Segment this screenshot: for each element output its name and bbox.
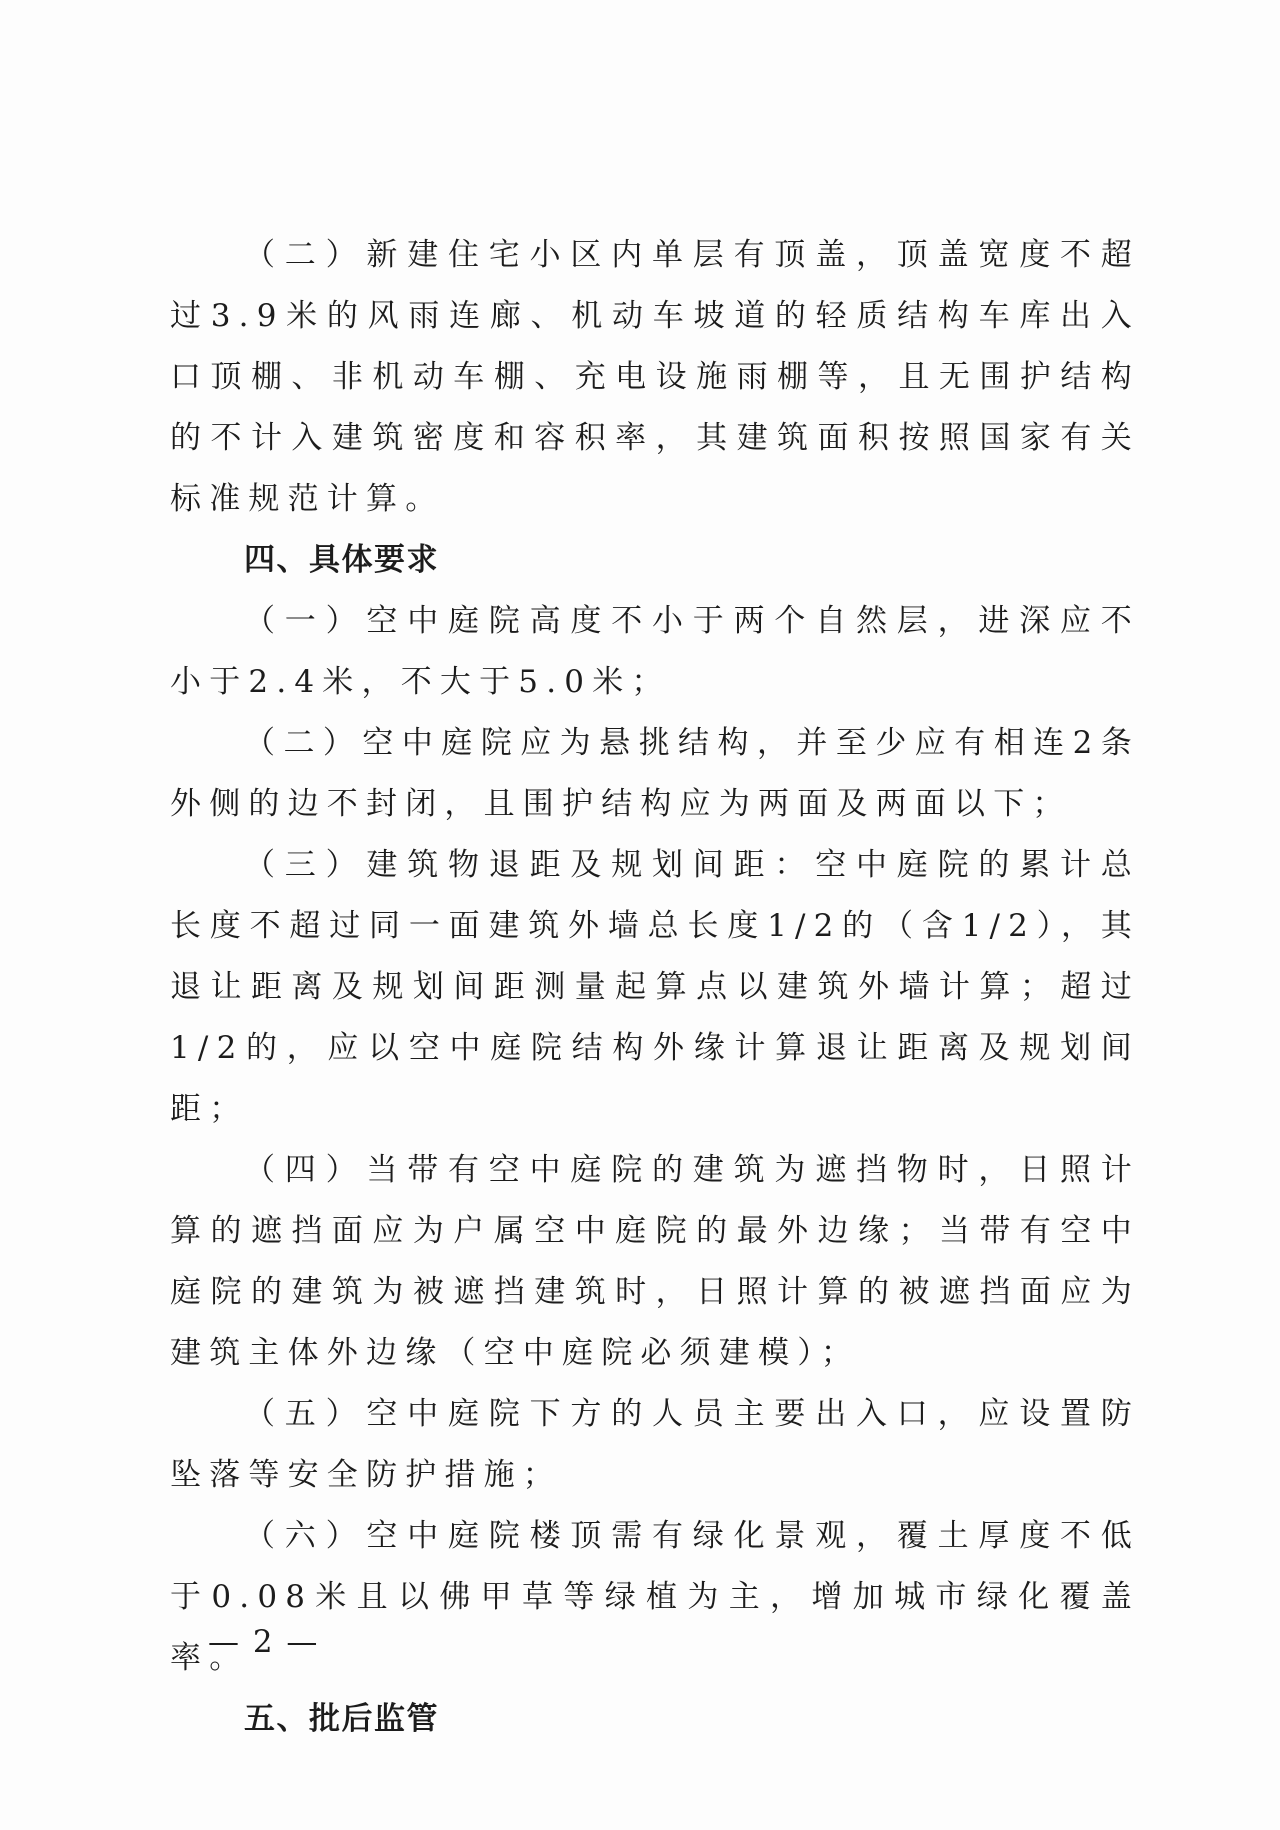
section-heading-5: 五、批后监管 — [244, 1701, 439, 1737]
paragraph-requirement-4: （四）当带有空中庭院的建筑为遮挡物时，日照计算的遮挡面应为户属空中庭院的最外边缘；当带有空中庭院的建筑为被遮挡建筑时，日照计算的被遮挡面应为建筑主体外边缘（空中庭院必须建模）； — [170, 1152, 1140, 1371]
paragraph-item-2: （二）新建住宅小区内单层有顶盖，顶盖宽度不超过3.9米的风雨连廊、机动车坡道的轻质结构车库出入口顶棚、非机动车棚、充电设施雨棚等，且无围护结构的不计入建筑密度和容积率，其建筑面积按照国家有关标准规范计算。 — [170, 237, 1140, 517]
paragraph-requirement-2: （二）空中庭院应为悬挑结构，并至少应有相连2条外侧的边不封闭，且围护结构应为两面及两面以下； — [170, 725, 1140, 822]
page-number: — 2 — — [208, 1624, 320, 1660]
paragraph-requirement-5: （五）空中庭院下方的人员主要出入口，应设置防坠落等安全防护措施； — [170, 1396, 1140, 1493]
section-heading-4: 四、具体要求 — [244, 542, 439, 578]
paragraph-requirement-3: （三）建筑物退距及规划间距：空中庭院的累计总长度不超过同一面建筑外墙总长度1/2的（含1/2），其退让距离及规划间距测量起算点以建筑外墙计算；超过1/2的，应以空中庭院结构外缘计算退让距离及规划间距； — [170, 847, 1140, 1127]
paragraph-requirement-1: （一）空中庭院高度不小于两个自然层，进深应不小于2.4米，不大于5.0米； — [170, 603, 1140, 700]
document-body — [170, 225, 1140, 1750]
paragraph-requirement-6: （六）空中庭院楼顶需有绿化景观，覆土厚度不低于0.08米且以佛甲草等绿植为主，增加城市绿化覆盖率。 — [170, 1518, 1140, 1676]
